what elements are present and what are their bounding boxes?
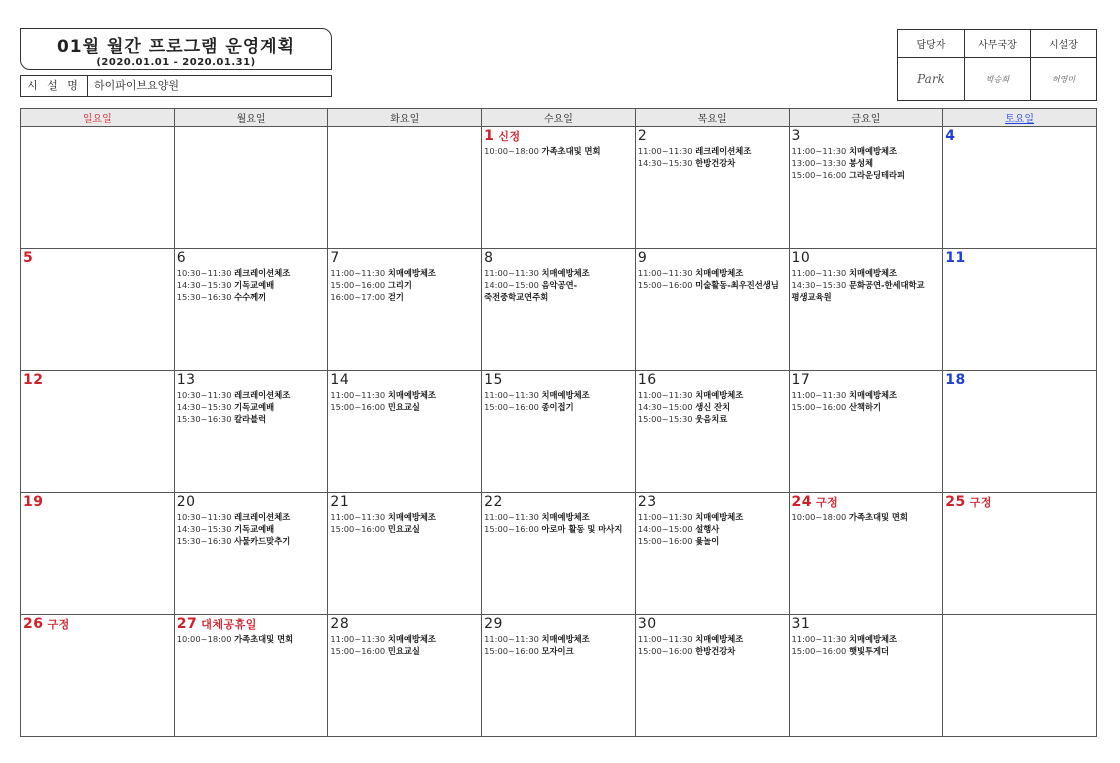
- day-number: 19: [23, 494, 44, 510]
- holiday-note: 구정: [816, 496, 839, 509]
- day-number: 10: [791, 250, 811, 266]
- program-name: 봉성체: [848, 158, 873, 168]
- program-time: 11:00~11:30: [637, 268, 693, 278]
- program-time: 15:00~16:00: [484, 402, 539, 412]
- program-entry: [638, 645, 788, 657]
- program-time: 10:30~11:30: [176, 512, 232, 522]
- day-number: 23: [637, 494, 657, 510]
- program-name: 치매예방체조: [387, 634, 436, 644]
- program-entry: [177, 511, 327, 523]
- program-name: 미술활동-최우진선생님: [695, 280, 779, 290]
- program-entry: [484, 267, 634, 279]
- program-name: 윷놀이: [695, 536, 720, 546]
- program-name: 산책하기: [848, 402, 881, 412]
- program-name: 치매예방체조: [695, 634, 744, 644]
- approval-table: [897, 29, 1097, 101]
- title-box: [20, 28, 332, 70]
- program-time: 10:00~18:00: [484, 146, 539, 156]
- day-cell: [635, 249, 789, 371]
- program-time: 10:30~11:30: [176, 390, 232, 400]
- program-name: 햇빛투게더: [848, 646, 890, 656]
- program-name: 설행사: [695, 524, 720, 534]
- day-cell: [482, 249, 636, 371]
- day-header: [177, 372, 327, 389]
- program-time: 15:00~16:00: [330, 524, 386, 534]
- day-number: 5: [23, 250, 34, 266]
- day-number: 11: [945, 250, 966, 266]
- program-name: 음악공연-죽전중학교연주회: [484, 280, 578, 302]
- program-entry: [638, 267, 788, 279]
- day-header: [484, 494, 634, 511]
- approval-header-director: 시설장: [1030, 30, 1096, 58]
- program-time: 11:00~11:30: [484, 634, 539, 644]
- program-entry: [638, 389, 788, 401]
- program-entry: [638, 511, 788, 523]
- program-name: 사물카드맞추기: [234, 536, 291, 546]
- day-header: [177, 494, 327, 511]
- weekday-header-thu: 목요일: [635, 109, 789, 127]
- program-entry: [330, 511, 480, 523]
- day-header: [638, 494, 788, 511]
- program-entry: [484, 633, 634, 645]
- program-entry: [792, 511, 942, 523]
- day-header: [638, 250, 788, 267]
- day-header: [484, 616, 634, 633]
- day-number: 9: [637, 250, 648, 266]
- program-entry: [330, 267, 480, 279]
- program-time: 11:00~11:30: [791, 634, 847, 644]
- program-name: 민요교실: [387, 646, 420, 656]
- program-entry: [792, 279, 942, 303]
- program-entry: [792, 267, 942, 279]
- program-time: 16:00~17:00: [330, 292, 386, 302]
- program-name: 문화공연-한세대학교 평생교육원: [791, 280, 925, 302]
- program-time: 13:00~13:30: [791, 158, 847, 168]
- program-time: 11:00~11:30: [791, 390, 847, 400]
- program-name: 치매예방체조: [541, 268, 590, 278]
- program-name: 레크레이션체조: [234, 390, 291, 400]
- day-number: 14: [330, 372, 350, 388]
- program-entry: [330, 633, 480, 645]
- calendar-week-row: [21, 249, 1097, 371]
- program-name: 치매예방체조: [541, 634, 590, 644]
- program-entry: [792, 633, 942, 645]
- facility-name: 하이파이브요양원: [94, 79, 180, 92]
- program-entry: [484, 645, 634, 657]
- day-cell: [174, 127, 328, 249]
- weekday-header-fri: 금요일: [789, 109, 943, 127]
- day-header: [23, 616, 173, 633]
- day-number: 6: [176, 250, 187, 266]
- day-number: 16: [637, 372, 657, 388]
- day-number: 22: [484, 494, 503, 510]
- calendar-week-row: [21, 127, 1097, 249]
- day-number: 31: [791, 616, 811, 632]
- program-name: 치매예방체조: [387, 268, 436, 278]
- day-number: 25: [945, 494, 966, 510]
- day-cell: [328, 249, 482, 371]
- signature-director: [1030, 58, 1096, 101]
- program-name: 레크레이션체조: [695, 146, 752, 156]
- day-number: 30: [637, 616, 657, 632]
- day-cell: [635, 371, 789, 493]
- day-number: 21: [330, 494, 350, 510]
- day-cell: [943, 493, 1097, 615]
- day-number: 15: [484, 372, 503, 388]
- program-name: 치매예방체조: [848, 390, 898, 400]
- program-name: 치매예방체조: [848, 146, 898, 156]
- program-time: 11:00~11:30: [330, 634, 386, 644]
- program-entry: [638, 535, 788, 547]
- day-header: [330, 616, 480, 633]
- calendar-body: [21, 127, 1097, 737]
- program-entry: [330, 401, 480, 413]
- day-header: [484, 250, 634, 267]
- day-header: [792, 250, 942, 267]
- program-entry: [484, 145, 634, 157]
- program-time: 15:00~16:00: [637, 646, 693, 656]
- facility-row: [20, 75, 332, 97]
- program-entry: [484, 523, 634, 535]
- day-cell: [21, 249, 175, 371]
- program-time: 14:00~15:00: [484, 280, 539, 290]
- program-time: 15:00~16:00: [637, 280, 693, 290]
- day-cell: [482, 371, 636, 493]
- program-name: 기독교예배: [234, 402, 275, 412]
- day-header: [792, 616, 942, 633]
- program-time: 15:00~16:00: [484, 524, 539, 534]
- day-number: 24: [791, 494, 812, 510]
- day-number: 7: [330, 250, 340, 266]
- signature-director-text: 허영미: [1051, 74, 1076, 84]
- program-entry: [177, 279, 327, 291]
- program-name: 민요교실: [387, 524, 420, 534]
- day-number: 8: [484, 250, 494, 266]
- program-time: 15:00~16:00: [791, 402, 847, 412]
- program-time: 11:00~11:30: [484, 390, 539, 400]
- day-number: 28: [330, 616, 350, 632]
- holiday-note: 신정: [498, 130, 521, 143]
- program-name: 웃음치료: [695, 414, 728, 424]
- program-time: 14:00~15:00: [637, 524, 693, 534]
- signature-secretary: [964, 58, 1030, 101]
- program-entry: [638, 523, 788, 535]
- program-time: 14:30~15:30: [791, 280, 847, 290]
- day-header: [23, 250, 173, 267]
- day-cell: [328, 493, 482, 615]
- program-time: 11:00~11:30: [637, 390, 693, 400]
- day-number: 1: [484, 128, 495, 144]
- day-cell: [943, 371, 1097, 493]
- day-number: 4: [945, 128, 956, 144]
- program-entry: [177, 267, 327, 279]
- day-cell: [635, 127, 789, 249]
- program-entry: [177, 291, 327, 303]
- day-header: [23, 372, 173, 389]
- program-time: 15:00~16:00: [330, 646, 386, 656]
- program-time: 15:00~15:30: [637, 414, 693, 424]
- day-cell: [635, 615, 789, 737]
- program-name: 치매예방체조: [695, 268, 744, 278]
- day-cell: [174, 371, 328, 493]
- program-name: 치매예방체조: [695, 512, 744, 522]
- program-time: 14:30~15:30: [176, 280, 232, 290]
- program-time: 11:00~11:30: [791, 268, 847, 278]
- program-time: 14:30~15:30: [176, 402, 232, 412]
- program-time: 11:00~11:30: [637, 512, 693, 522]
- day-cell: [482, 127, 636, 249]
- signature-secretary-text: 박승희: [985, 74, 1010, 84]
- day-number: 27: [176, 616, 198, 632]
- program-entry: [330, 645, 480, 657]
- day-header: [484, 372, 634, 389]
- day-cell: [482, 493, 636, 615]
- program-time: 15:00~16:00: [791, 646, 847, 656]
- day-header: [638, 128, 788, 145]
- program-entry: [177, 523, 327, 535]
- program-entry: [330, 291, 480, 303]
- weekday-header-mon: 월요일: [174, 109, 328, 127]
- approval-header-secretary: 사무국장: [964, 30, 1030, 58]
- program-name: 그리기: [387, 280, 412, 290]
- program-entry: [177, 389, 327, 401]
- program-time: 15:00~16:00: [330, 280, 386, 290]
- program-entry: [792, 401, 942, 413]
- day-header: [177, 616, 327, 633]
- program-entry: [792, 157, 942, 169]
- day-number: 29: [484, 616, 503, 632]
- program-entry: [792, 145, 942, 157]
- program-entry: [484, 389, 634, 401]
- program-entry: [484, 511, 634, 523]
- day-header: [792, 372, 942, 389]
- holiday-note: 구정: [47, 618, 70, 631]
- program-time: 11:00~11:30: [637, 634, 693, 644]
- day-header: [945, 494, 1095, 511]
- program-entry: [638, 413, 788, 425]
- day-cell: [789, 249, 943, 371]
- day-cell: [789, 371, 943, 493]
- day-number: 13: [176, 372, 196, 388]
- weekday-header-row: [21, 109, 1097, 127]
- day-header: [330, 372, 480, 389]
- signature-manager-text: Park: [917, 72, 945, 86]
- day-number: 18: [945, 372, 966, 388]
- day-header: [945, 250, 1095, 267]
- program-entry: [177, 633, 327, 645]
- program-name: 가족초대및 면회: [541, 146, 601, 156]
- day-cell: [943, 127, 1097, 249]
- calendar-week-row: [21, 615, 1097, 737]
- weekday-header-tue: 화요일: [328, 109, 482, 127]
- day-number: 2: [637, 128, 648, 144]
- day-cell: [635, 493, 789, 615]
- day-cell: [789, 493, 943, 615]
- program-name: 치매예방체조: [695, 390, 744, 400]
- program-name: 치매예방체조: [541, 512, 590, 522]
- program-name: 치매예방체조: [541, 390, 590, 400]
- program-name: 그라운딩테라피: [848, 170, 906, 180]
- day-cell: [943, 615, 1097, 737]
- program-name: 걷기: [387, 292, 404, 302]
- program-entry: [792, 645, 942, 657]
- day-cell: [174, 249, 328, 371]
- program-name: 가족초대및 면회: [848, 512, 908, 522]
- program-time: 11:00~11:30: [330, 268, 386, 278]
- holiday-note: 대체공휴일: [201, 618, 257, 631]
- holiday-note: 구정: [969, 496, 992, 509]
- program-entry: [484, 279, 634, 303]
- program-entry: [177, 535, 327, 547]
- program-entry: [177, 401, 327, 413]
- program-entry: [638, 157, 788, 169]
- program-entry: [792, 389, 942, 401]
- day-cell: [789, 615, 943, 737]
- day-cell: [789, 127, 943, 249]
- program-time: 14:30~15:30: [176, 524, 232, 534]
- day-number: 26: [23, 616, 44, 632]
- day-cell: [21, 493, 175, 615]
- approval-header-manager: 담당자: [898, 30, 965, 58]
- day-header: [330, 250, 480, 267]
- program-time: 15:30~16:30: [176, 414, 232, 424]
- period-range: (2020.01.01 - 2020.01.31): [96, 57, 256, 68]
- day-header: [945, 128, 1095, 145]
- day-number: 17: [791, 372, 811, 388]
- calendar-week-row: [21, 371, 1097, 493]
- day-cell: [21, 127, 175, 249]
- day-cell: [328, 615, 482, 737]
- day-cell: [174, 493, 328, 615]
- page-title: 01월 월간 프로그램 운영계획: [56, 37, 296, 57]
- program-time: 15:30~16:30: [176, 536, 232, 546]
- program-time: 10:00~18:00: [791, 512, 847, 522]
- program-time: 11:00~11:30: [330, 390, 386, 400]
- program-entry: [484, 401, 634, 413]
- day-number: 20: [176, 494, 196, 510]
- program-name: 치매예방체조: [848, 268, 898, 278]
- day-header: [330, 494, 480, 511]
- program-entry: [638, 633, 788, 645]
- program-name: 가족초대및 면회: [234, 634, 294, 644]
- program-time: 14:30~15:30: [637, 158, 693, 168]
- program-name: 기독교예배: [234, 280, 275, 290]
- program-entry: [330, 523, 480, 535]
- program-name: 칼라블럭: [234, 414, 267, 424]
- day-header: [638, 372, 788, 389]
- program-time: 15:00~16:00: [791, 170, 847, 180]
- program-name: 기독교예배: [234, 524, 275, 534]
- day-cell: [943, 249, 1097, 371]
- day-header: [945, 372, 1095, 389]
- program-name: 치매예방체조: [387, 390, 436, 400]
- program-name: 치매예방체조: [848, 634, 898, 644]
- weekday-header-wed: 수요일: [482, 109, 636, 127]
- day-number: 12: [23, 372, 44, 388]
- day-header: [177, 250, 327, 267]
- program-time: 15:00~16:00: [484, 646, 539, 656]
- day-cell: [328, 371, 482, 493]
- program-time: 11:00~11:30: [484, 512, 539, 522]
- day-cell: [21, 615, 175, 737]
- signature-manager: [898, 58, 965, 101]
- program-time: 10:30~11:30: [176, 268, 232, 278]
- day-header: [792, 128, 942, 145]
- program-name: 한방건강차: [695, 158, 736, 168]
- weekday-header-sat: 토요일: [943, 109, 1097, 127]
- program-time: 15:30~16:30: [176, 292, 232, 302]
- day-header: [792, 494, 942, 511]
- program-time: 10:00~18:00: [176, 634, 232, 644]
- program-entry: [177, 413, 327, 425]
- program-name: 한방건강차: [695, 646, 736, 656]
- calendar-table: [20, 108, 1097, 737]
- program-name: 종이접기: [541, 402, 574, 412]
- program-time: 11:00~11:30: [637, 146, 693, 156]
- program-entry: [638, 145, 788, 157]
- program-name: 모자이크: [541, 646, 574, 656]
- day-cell: [328, 127, 482, 249]
- program-entry: [330, 389, 480, 401]
- program-entry: [792, 169, 942, 181]
- program-name: 민요교실: [387, 402, 420, 412]
- program-name: 치매예방체조: [387, 512, 436, 522]
- program-entry: [638, 279, 788, 291]
- weekday-header-sun: 일요일: [21, 109, 175, 127]
- program-name: 아로마 활동 및 마사지: [541, 524, 623, 534]
- program-time: 15:00~16:00: [637, 536, 693, 546]
- calendar-week-row: [21, 493, 1097, 615]
- facility-label: 시 설 명: [21, 76, 88, 96]
- day-header: [638, 616, 788, 633]
- program-name: 레크레이션체조: [234, 268, 291, 278]
- day-cell: [174, 615, 328, 737]
- day-header: [484, 128, 634, 145]
- program-time: 11:00~11:30: [330, 512, 386, 522]
- program-time: 15:00~16:00: [330, 402, 386, 412]
- program-name: 수수께끼: [234, 292, 267, 302]
- program-time: 11:00~11:30: [484, 268, 539, 278]
- day-cell: [21, 371, 175, 493]
- program-entry: [638, 401, 788, 413]
- day-header: [23, 494, 173, 511]
- program-time: 14:30~15:00: [637, 402, 693, 412]
- program-entry: [330, 279, 480, 291]
- program-name: 레크레이션체조: [234, 512, 291, 522]
- day-number: 3: [791, 128, 801, 144]
- program-name: 생신 잔치: [695, 402, 731, 412]
- day-cell: [482, 615, 636, 737]
- program-time: 11:00~11:30: [791, 146, 847, 156]
